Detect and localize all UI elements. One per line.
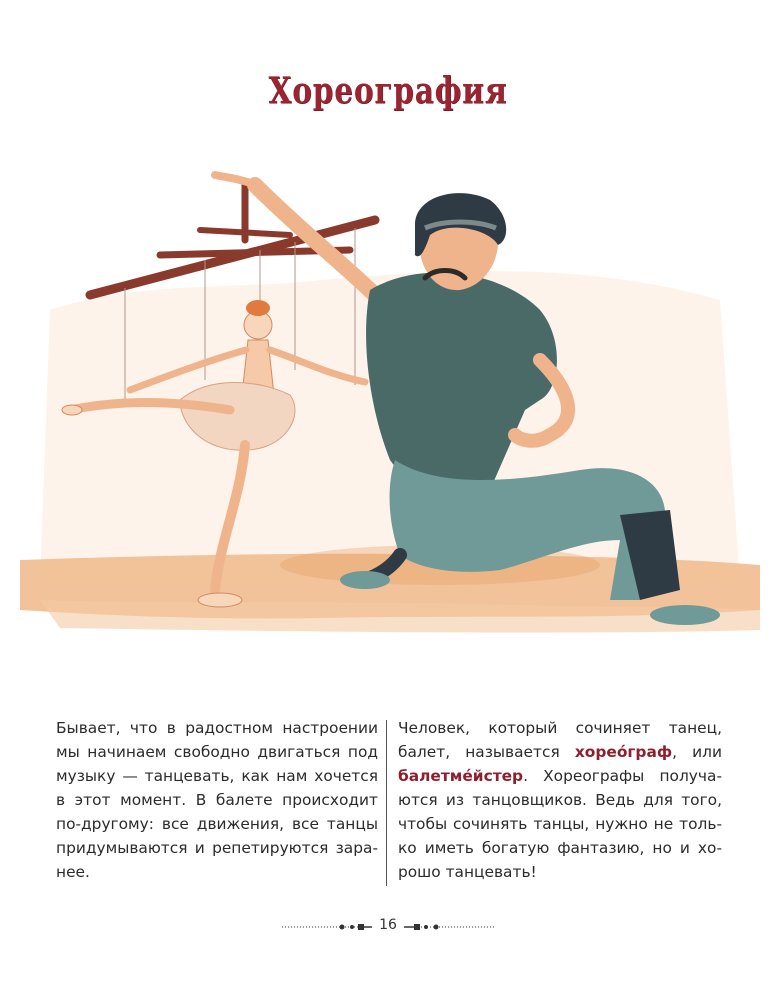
- body-text-right: [398, 716, 722, 884]
- page-number: 16: [379, 917, 397, 933]
- body-text-left: Бывает, что в радостном настроении мы начинаем свободно двигаться под музыку — танцевать, как нам хочется в этот момент. В балете происходит по-другому: все движения, все танцы придумываются и репетируются заранее.: [56, 719, 378, 881]
- marionette-control-bar: [90, 185, 375, 295]
- left-ornament-icon: [282, 921, 372, 933]
- right-ornament-icon: [404, 921, 494, 933]
- column-divider: [386, 720, 387, 886]
- body-text-right-intro: Человек, который сочиняет танец, балет, называется: [398, 719, 722, 761]
- choreographer-puppet-illustration: [20, 160, 760, 660]
- body-text-right-rest: . Хореографы получаются из танцовщиков. Ведь для того, чтобы сочинять танцы, нужно не только иметь богатую фантазию, но и хорошо танцевать!: [398, 767, 722, 881]
- body-text-right-mid: , или: [672, 743, 722, 761]
- term-choreographer: хорео́граф: [574, 743, 673, 761]
- page-footer: [0, 915, 776, 939]
- raised-arm: [255, 185, 375, 295]
- page-title: Хореография: [268, 70, 508, 112]
- term-ballet-master: балетме́йстер: [398, 767, 524, 785]
